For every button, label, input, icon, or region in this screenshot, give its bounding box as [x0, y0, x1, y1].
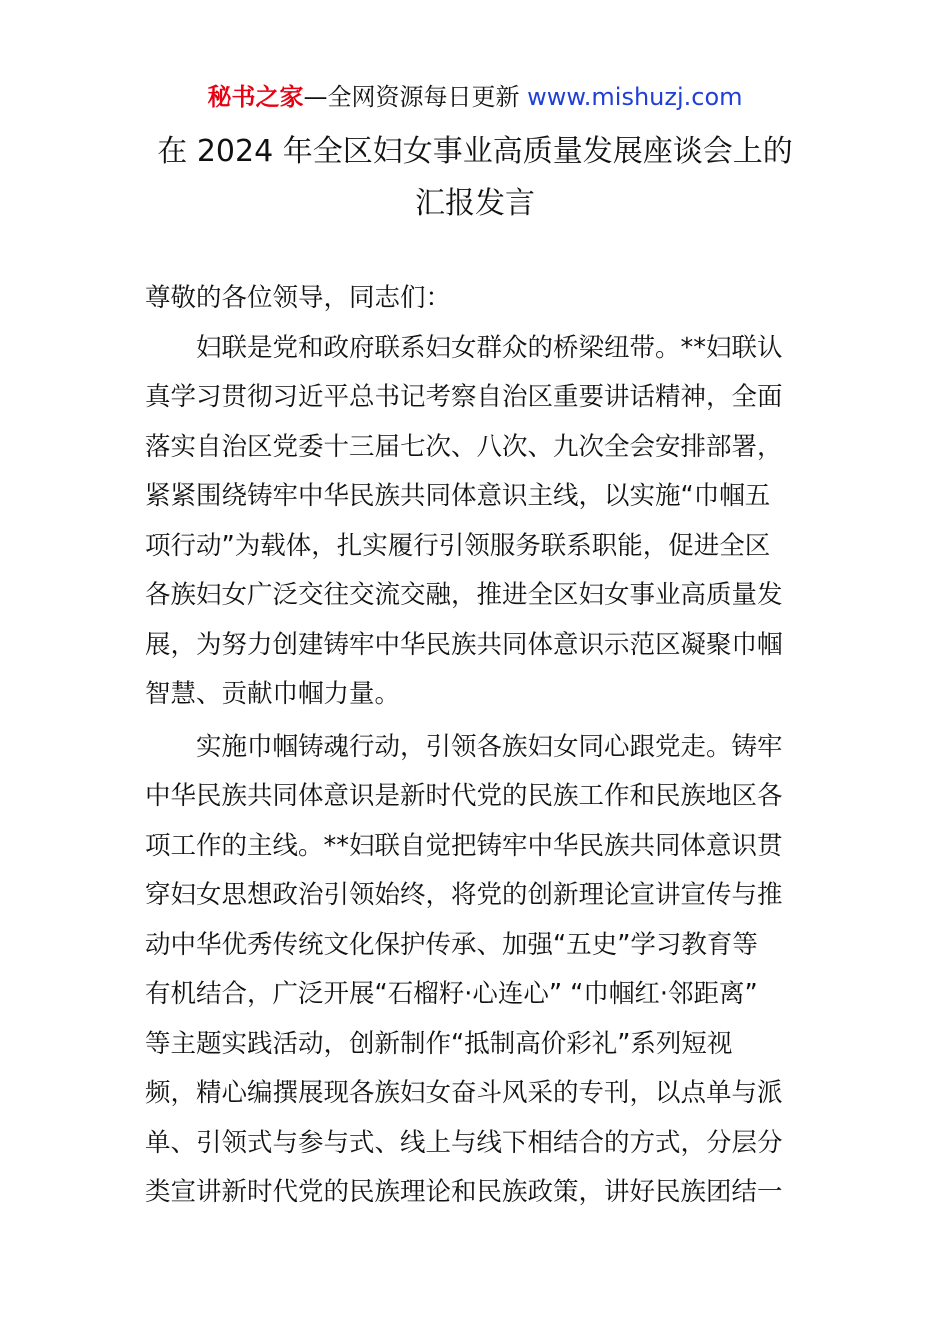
paragraph-line: 类宣讲新时代党的民族理论和民族政策，讲好民族团结一: [145, 1177, 783, 1207]
banner-brand: 秘书之家: [207, 83, 304, 111]
paragraph-line: 落实自治区党委十三届七次、八次、九次全会安排部署，: [145, 431, 783, 462]
paragraph-line: 单、引领式与参与式、线上与线下相结合的方式，分层分: [145, 1127, 783, 1158]
site-banner: [0, 80, 950, 114]
paragraph-line: 项行动”为载体，扎实履行引领服务联系职能，促进全区: [145, 530, 771, 561]
paragraph-line: 展，为努力创建铸牢中华民族共同体意识示范区凝聚巾帼: [145, 629, 783, 660]
paragraph-line: 等主题实践活动，创新制作“抵制高价彩礼”系列短视: [145, 1028, 733, 1059]
banner-slogan: —全网资源每日更新: [303, 83, 520, 111]
paragraph-line: 有机结合，广泛开展“石榴籽·心连心” “巾帼红·邻距离”: [145, 979, 758, 1009]
banner-url-link[interactable]: www.mishuzj.com: [527, 83, 743, 111]
paragraph-line: 穿妇女思想政治引领始终，将党的创新理论宣讲宣传与推: [145, 880, 783, 910]
document-title: [0, 126, 950, 230]
title-line-1: 在 2024 年全区妇女事业高质量发展座谈会上的: [157, 134, 793, 169]
paragraph-line: 动中华优秀传统文化保护传承、加强“五史”学习教育等: [145, 929, 758, 960]
paragraph-line: 妇联是党和政府联系妇女群众的桥梁纽带。**妇联认: [196, 332, 783, 363]
paragraph-line: 智慧、贡献巾帼力量。: [145, 679, 401, 709]
paragraph-line: 各族妇女广泛交往交流交融，推进全区妇女事业高质量发: [145, 580, 783, 610]
salutation: 尊敬的各位领导，同志们：: [145, 283, 452, 313]
paragraph-line: 真学习贯彻习近平总书记考察自治区重要讲话精神，全面: [145, 382, 783, 412]
paragraph-2: [145, 723, 813, 1218]
paragraph-1: [145, 324, 813, 720]
paragraph-line: 紧紧围绕铸牢中华民族共同体意识主线，以实施“巾帼五: [145, 481, 771, 511]
paragraph-line: 中华民族共同体意识是新时代党的民族工作和民族地区各: [145, 781, 783, 811]
document-body: [145, 274, 813, 1218]
paragraph-line: 项工作的主线。**妇联自觉把铸牢中华民族共同体意识贯: [145, 830, 783, 861]
title-line-2: 汇报发言: [415, 186, 535, 221]
paragraph-line: 频，精心编撰展现各族妇女奋斗风采的专刊，以点单与派: [145, 1078, 783, 1108]
paragraph-line: 实施巾帼铸魂行动，引领各族妇女同心跟党走。铸牢: [196, 731, 783, 762]
